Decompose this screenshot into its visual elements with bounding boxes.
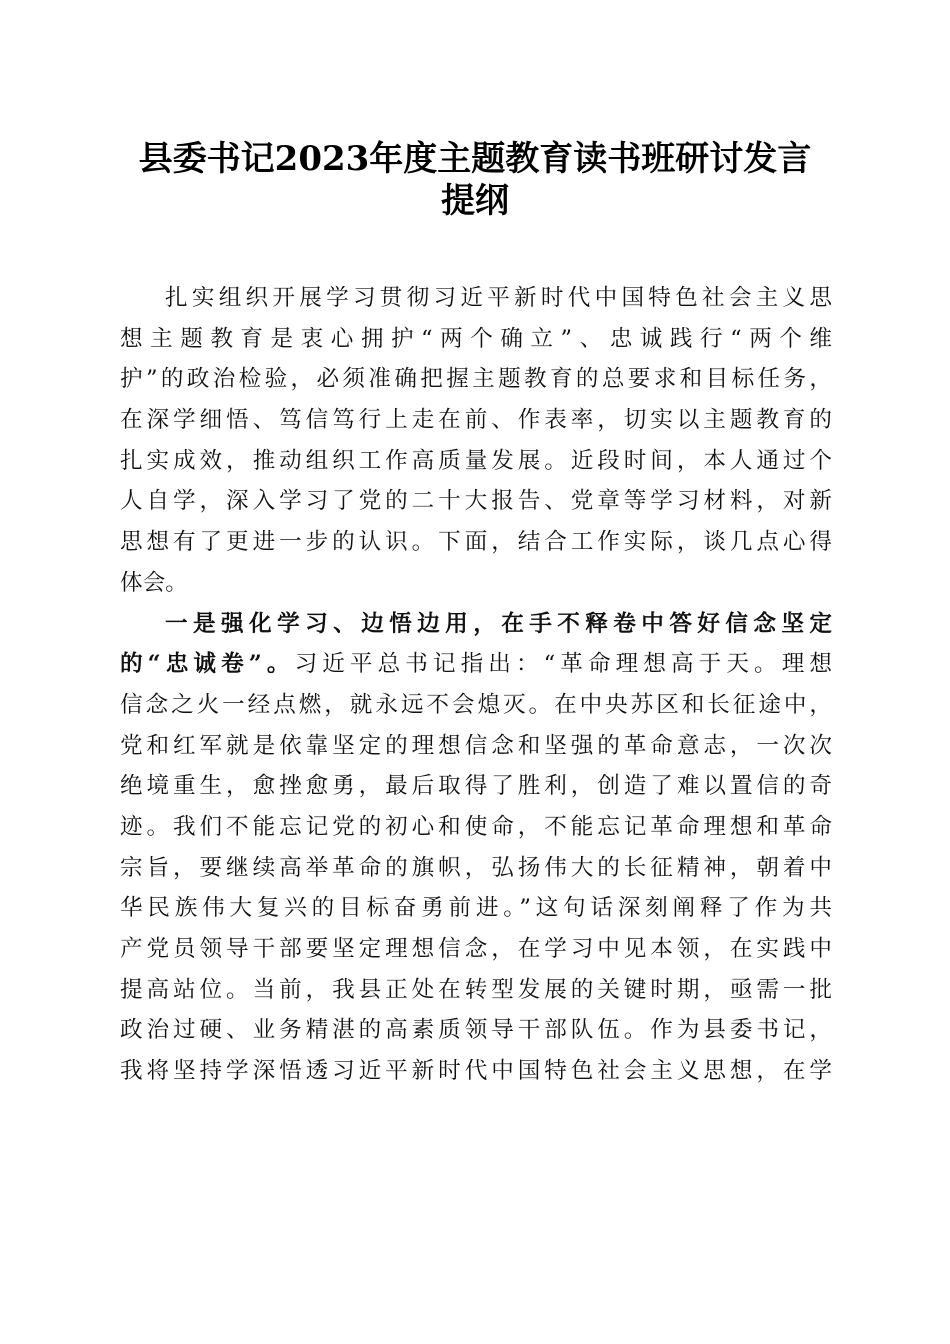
- text-line: 思想有了更进一步的认识。下面，结合工作实际，谈几点心得: [120, 529, 832, 556]
- document-title: [100, 138, 850, 222]
- point-heading-end: 的“忠诚卷”。: [120, 651, 295, 678]
- text-line: 扎实组织开展学习贯彻习近平新时代中国特色社会主义思: [165, 285, 832, 311]
- title-line: 县委书记2023年度主题教育读书班研讨发言: [138, 139, 812, 179]
- text-line: [120, 644, 832, 685]
- text-line: 党和红军就是依靠坚定的理想信念和坚强的革命意志，一次次: [120, 732, 832, 759]
- paragraph-intro: [120, 278, 832, 604]
- text-line: 我将坚持学深悟透习近平新时代中国特色社会主义思想，在学: [120, 1058, 832, 1085]
- text-line: 想主题教育是衷心拥护“两个确立”、忠诚践行“两个维: [120, 325, 832, 352]
- text-line: 迹。我们不能忘记党的初心和使命，不能忘记革命理想和革命: [120, 813, 832, 840]
- quote-start: 习近平总书记指出：“革命理想高于天。理想: [294, 651, 832, 678]
- document-body: [120, 278, 832, 1092]
- paragraph-point-one: [120, 604, 832, 1092]
- point-heading-line: 一是强化学习、边悟边用，在手不释卷中答好信念坚定: [165, 610, 832, 637]
- text-line: 护”的政治检验，必须准确把握主题教育的总要求和目标任务，: [120, 366, 832, 393]
- text-line: 产党员领导干部要坚定理想信念，在学习中见本领，在实践中: [120, 936, 832, 962]
- text-line: 体会。: [120, 569, 188, 596]
- text-line: 政治过硬、业务精湛的高素质领导干部队伍。作为县委书记，: [120, 1017, 832, 1044]
- text-line: 绝境重生，愈挫愈勇，最后取得了胜利，创造了难以置信的奇: [120, 773, 832, 800]
- text-line: 人自学，深入学习了党的二十大报告、党章等学习材料，对新: [120, 488, 832, 515]
- text-line: 华民族伟大复兴的目标奋勇前进。”这句话深刻阐释了作为共: [120, 895, 832, 922]
- text-line: 信念之火一经点燃，就永远不会熄灭。在中央苏区和长征途中，: [120, 691, 832, 718]
- text-line: 宗旨，要继续高举革命的旗帜，弘扬伟大的长征精神，朝着中: [120, 854, 832, 881]
- text-line: 扎实成效，推动组织工作高质量发展。近段时间，本人通过个: [120, 447, 832, 474]
- text-line: 在深学细悟、笃信笃行上走在前、作表率，切实以主题教育的: [120, 407, 832, 434]
- title-line: 提纲: [441, 181, 509, 221]
- text-line: 提高站位。当前，我县正处在转型发展的关键时期，亟需一批: [120, 976, 832, 1003]
